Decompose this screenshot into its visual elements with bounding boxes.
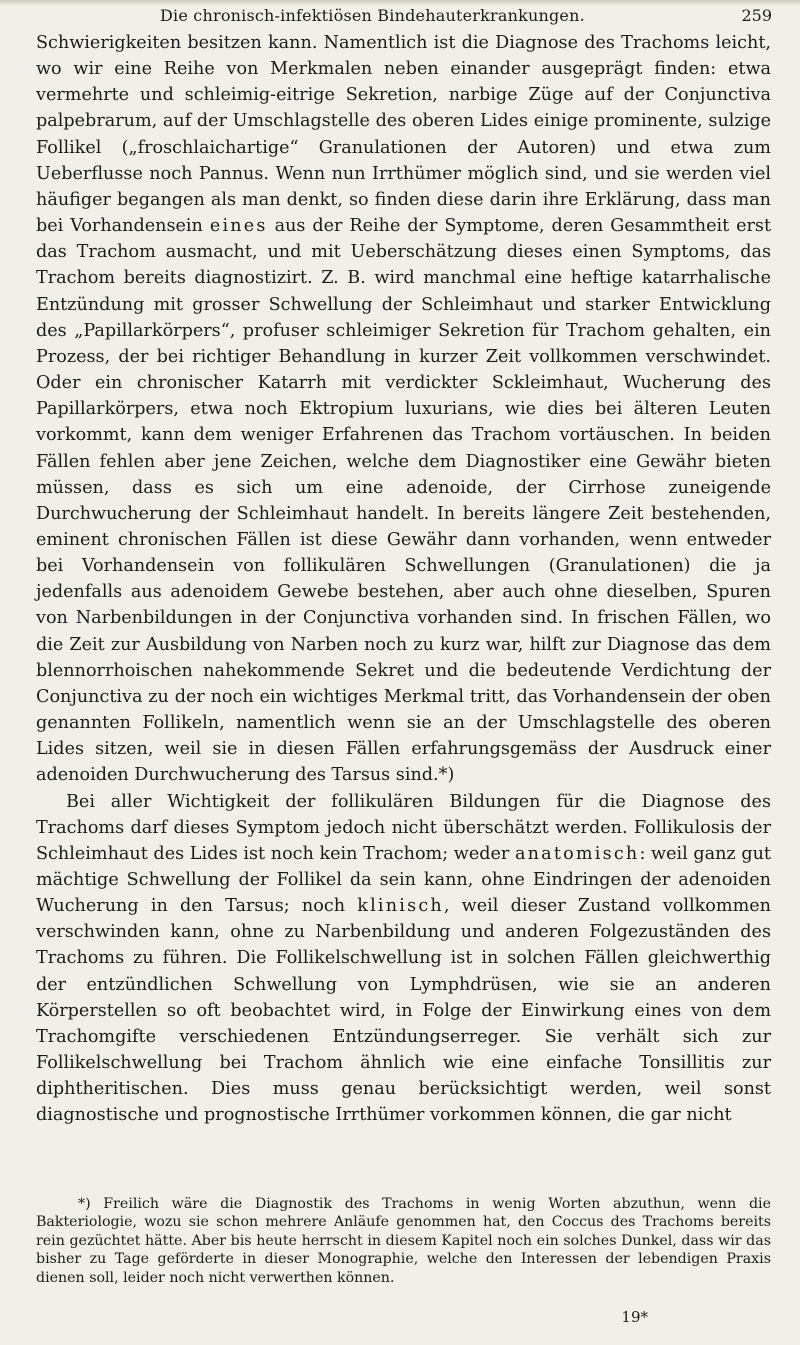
body-text: [36, 30, 771, 1129]
paragraph-1-text-a: Schwierigkeiten besitzen kann. Namentlich ist die Diagnose des Trachoms leicht, wo wir eine Reihe von Merkmalen neben einander ausgeprägt finden: etwa vermehrte und schleimig-eitrige Sekretion, narbige Züge auf der Conjunctiva palpebrarum, auf der Umschlagstelle des oberen Lides einige prominente, sulzige Follikel („froschlaichartige“ Granulationen der Autoren) und etwa zum Ueberflusse noch Pannus. Wenn nun Irrthümer möglich sind, und sie werden viel häufiger begangen als man denkt, so finden diese darin ihre Erklärung, dass man bei Vorhandensein: [36, 33, 771, 237]
paragraph-1: [36, 30, 771, 789]
emphasis-anatomisch: anatomisch: [514, 843, 640, 864]
page-header: [0, 6, 800, 32]
signature-mark: 19*: [621, 1308, 648, 1326]
paragraph-2: [36, 789, 771, 1129]
page-number: 259: [741, 6, 772, 25]
paragraph-1-text-b: aus der Reihe der Symptome, deren Gesammtheit erst das Trachom ausmacht, und mit Ueberschätzung dieses einen Symptoms, das Trachom bereits diagnostizirt. Z. B. wird manchmal eine heftige katarrhalische Entzündung mit grosser Schwellung der Schleimhaut und starker Entwicklung des „Papillarkörpers“, profuser schleimiger Sekretion für Trachom gehalten, ein Prozess, der bei richtiger Behandlung in kurzer Zeit vollkommen verschwindet. Oder ein chronischer Katarrh mit verdickter Sckleimhaut, Wucherung des Papillarkörpers, etwa noch Ektropium luxurians, wie dies bei älteren Leuten vorkommt, kann dem weniger Erfahrenen das Trachom vortäuschen. In beiden Fällen fehlen aber jene Zeichen, welche dem Diagnostiker eine Gewähr bieten müssen, dass es sich um eine adenoide, der Cirrhose zuneigende Durchwucherung der Schleimhaut handelt. In bereits längere Zeit bestehenden, eminent chronischen Fällen ist diese Gewähr dann vorhanden, wenn entweder bei Vorhandensein von follikulären Schwellungen (Granulationen) die ja jedenfalls aus adenoidem Gewebe bestehen, aber auch ohne dieselben, Spuren von Narbenbildungen in der Conjunctiva vorhanden sind. In frischen Fällen, wo die Zeit zur Ausbildung von Narben noch zu kurz war, hilft zur Diagnose das dem blennorrhoischen nahekommende Sekret und die bedeutende Verdichtung der Conjunctiva zu der noch ein wichtiges Merkmal tritt, das Vorhandensein der oben genannten Follikeln, namentlich wenn sie an der Umschlagstelle des oberen Lides sitzen, weil sie in diesen Fällen erfahrungsgemäss der Ausdruck einer adenoiden Durchwucherung des Tarsus sind.*): [36, 216, 772, 786]
paragraph-2-text-a: Bei aller Wichtigkeit der follikulären Bildungen für die Diagnose des Trachoms darf dieses Symptom jedoch nicht überschätzt werden. Follikulosis der Schleimhaut des Lides ist noch kein Trachom; weder: [36, 791, 771, 864]
paragraph-2-text-b: : weil ganz gut mächtige Schwellung der Follikel da sein kann, ohne Eindringen der adenoiden Wucherung in den Tarsus; noch: [36, 843, 771, 917]
footnote: [36, 1195, 771, 1287]
emphasis-eines: eines: [209, 216, 268, 237]
footnote-text: *) Freilich wäre die Diagnostik des Trachoms in wenig Worten abzuthun, wenn die Bakteriologie, wozu sie schon mehrere Anläufe genommen hat, den Coccus des Trachoms bereits rein gezüchtet hätte. Aber bis heute herrscht in diesem Kapitel noch ein solches Dunkel, dass wir das bisher zu Tage geförderte in dieser Monographie, welche den Interessen der lebendigen Praxis dienen soll, leider noch nicht verwerthen können.: [36, 1196, 771, 1286]
emphasis-klinisch: klinisch: [357, 896, 444, 917]
paragraph-2-text-c: , weil dieser Zustand vollkommen verschwinden kann, ohne zu Narbenbildung und anderen Folgezuständen des Trachoms zu führen. Die Follikelschwellung ist in solchen Fällen gleichwerthig der entzündlichen Schwellung von Lymphdrüsen, wie sie an anderen Körperstellen so oft beobachtet wird, in Folge der Einwirkung eines von dem Trachomgifte verschiedenen Entzündungserreger. Sie verhält sich zur Follikelschwellung bei Trachom ähnlich wie eine einfache Tonsillitis zur diphtheritischen. Dies muss genau berücksichtigt werden, weil sonst diagnostische und prognostische Irrthümer vorkommen können, die gar nicht: [36, 896, 771, 1126]
running-title: Die chronisch-infektiösen Bindehauterkrankungen.: [160, 6, 585, 25]
